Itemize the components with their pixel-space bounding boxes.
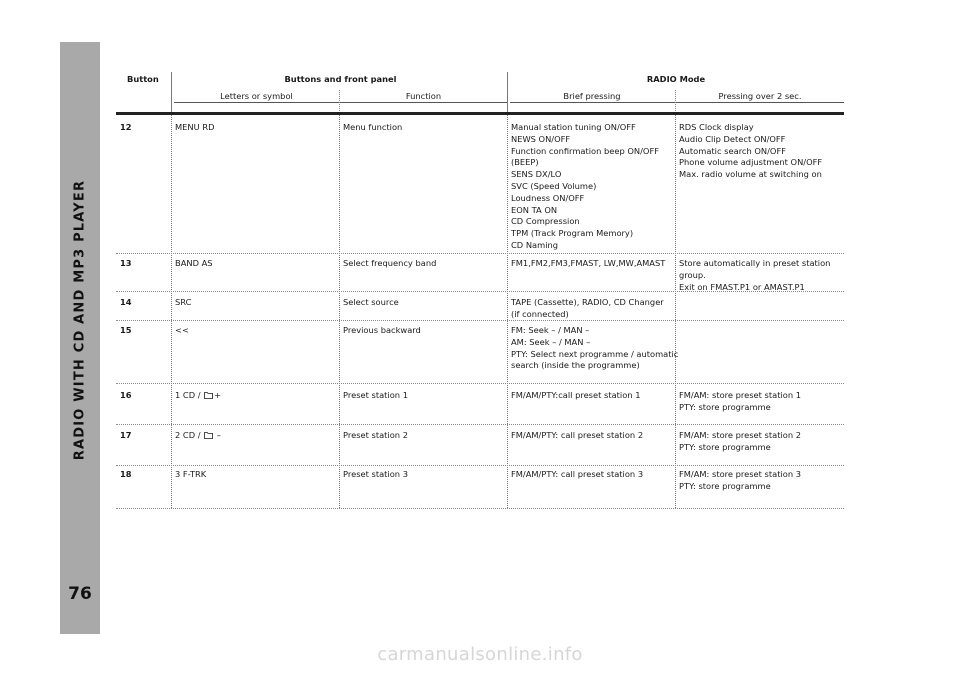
brief-line: (if connected) [511, 308, 569, 319]
header-group-radio: RADIO Mode [646, 74, 706, 84]
brief-line: FM: Seek – / MAN – [511, 325, 590, 335]
row-long [679, 258, 830, 293]
row-long [679, 469, 801, 493]
row-brief [511, 390, 640, 402]
row-long [679, 122, 822, 181]
brief-line: FM/AM/PTY:call preset station 1 [511, 390, 641, 400]
letters-prefix: 2 CD / [175, 430, 201, 440]
header-long: Pressing over 2 sec. [718, 91, 802, 101]
row-separator [116, 383, 844, 384]
brief-line: FM1,FM2,FM3,FMAST, LW,MW,AMAST [511, 258, 666, 268]
row-separator [116, 465, 844, 466]
long-line: Store automatically in preset station [679, 258, 831, 268]
brief-line: search (inside the programme) [511, 360, 640, 371]
section-title: RADIO WITH CD AND MP3 PLAYER [72, 179, 88, 461]
row-number: 13 [120, 258, 132, 268]
row-separator [116, 508, 844, 509]
brief-line: FM/AM/PTY: call preset station 2 [511, 430, 644, 440]
long-line: PTY: store programme [679, 480, 771, 491]
row-number: 18 [120, 469, 132, 479]
brief-line: CD Naming [511, 239, 559, 250]
brief-line: Loudness ON/OFF [511, 192, 585, 203]
long-line: PTY: store programme [679, 401, 771, 412]
row-function: Preset station 2 [343, 430, 408, 440]
folder-icon [204, 431, 213, 439]
brief-line: TAPE (Cassette), RADIO, CD Changer [511, 297, 664, 307]
header-rule-radio [510, 102, 844, 103]
col-divider-4 [675, 115, 676, 508]
header-function: Function [405, 91, 442, 101]
row-letters [175, 430, 221, 442]
header-button: Button [127, 74, 159, 84]
row-function: Select frequency band [343, 258, 437, 268]
brief-line: PTY: Select next programme / automatic [511, 348, 679, 359]
long-line: RDS Clock display [679, 122, 754, 132]
letters-suffix: + [214, 390, 222, 400]
row-letters: 3 F-TRK [175, 469, 207, 479]
long-line: FM/AM: store preset station 3 [679, 469, 802, 479]
col-divider-3 [507, 115, 508, 508]
long-line: PTY: store programme [679, 441, 771, 452]
header-thick-rule [116, 112, 844, 115]
row-letters: << [175, 325, 189, 335]
row-brief [511, 297, 664, 321]
row-function: Select source [343, 297, 399, 307]
long-line: group. [679, 269, 706, 280]
long-line: Phone volume adjustment ON/OFF [679, 157, 823, 168]
brief-line: Function confirmation beep ON/OFF [511, 145, 659, 156]
row-function: Previous backward [343, 325, 421, 335]
page-number: 76 [68, 584, 92, 604]
long-line: Max. radio volume at switching on [679, 169, 822, 180]
folder-icon [204, 391, 213, 399]
col-divider-1 [171, 115, 172, 508]
long-line: Audio Clip Detect ON/OFF [679, 133, 786, 144]
long-line: Exit on FMAST.P1 or AMAST.P1 [679, 281, 805, 292]
brief-line: SVC (Speed Volume) [511, 180, 597, 191]
brief-line: SENS DX/LO [511, 169, 562, 180]
brief-line: (BEEP) [511, 157, 539, 168]
header-letters: Letters or symbol [220, 91, 293, 101]
brief-line: Manual station tuning ON/OFF [511, 122, 636, 132]
row-letters [175, 390, 221, 402]
header-rule-front [174, 102, 507, 103]
row-brief [511, 325, 678, 372]
row-long [679, 390, 801, 414]
brief-line: AM: Seek – / MAN – [511, 336, 591, 347]
row-number: 12 [120, 122, 132, 132]
row-number: 16 [120, 390, 132, 400]
row-brief [511, 258, 665, 270]
footer-watermark: carmanualsonline.info [377, 644, 583, 665]
brief-line: FM/AM/PTY: call preset station 3 [511, 469, 644, 479]
long-line: FM/AM: store preset station 1 [679, 390, 802, 400]
brief-line: NEWS ON/OFF [511, 133, 571, 144]
brief-line: EON TA ON [511, 204, 558, 215]
row-brief [511, 430, 643, 442]
row-function: Menu function [343, 122, 403, 132]
long-line: FM/AM: store preset station 2 [679, 430, 802, 440]
row-number: 17 [120, 430, 132, 440]
header-group-front: Buttons and front panel [284, 74, 397, 84]
letters-suffix: – [214, 430, 221, 440]
row-number: 15 [120, 325, 132, 335]
row-separator [116, 320, 844, 321]
header-divider-3 [507, 72, 508, 115]
brief-line: TPM (Track Program Memory) [511, 228, 634, 239]
row-letters: BAND AS [175, 258, 213, 268]
long-line: Automatic search ON/OFF [679, 145, 786, 156]
row-separator [116, 253, 844, 254]
row-brief [511, 122, 659, 252]
row-function: Preset station 1 [343, 390, 408, 400]
row-brief [511, 469, 643, 481]
row-letters: SRC [175, 297, 192, 307]
row-long [679, 430, 801, 454]
row-number: 14 [120, 297, 132, 307]
letters-prefix: 1 CD / [175, 390, 201, 400]
row-letters: MENU RD [175, 122, 215, 132]
header-brief: Brief pressing [563, 91, 621, 101]
row-separator [116, 424, 844, 425]
brief-line: CD Compression [511, 216, 580, 227]
col-divider-2 [339, 115, 340, 508]
row-function: Preset station 3 [343, 469, 408, 479]
header-divider-1 [171, 72, 172, 115]
